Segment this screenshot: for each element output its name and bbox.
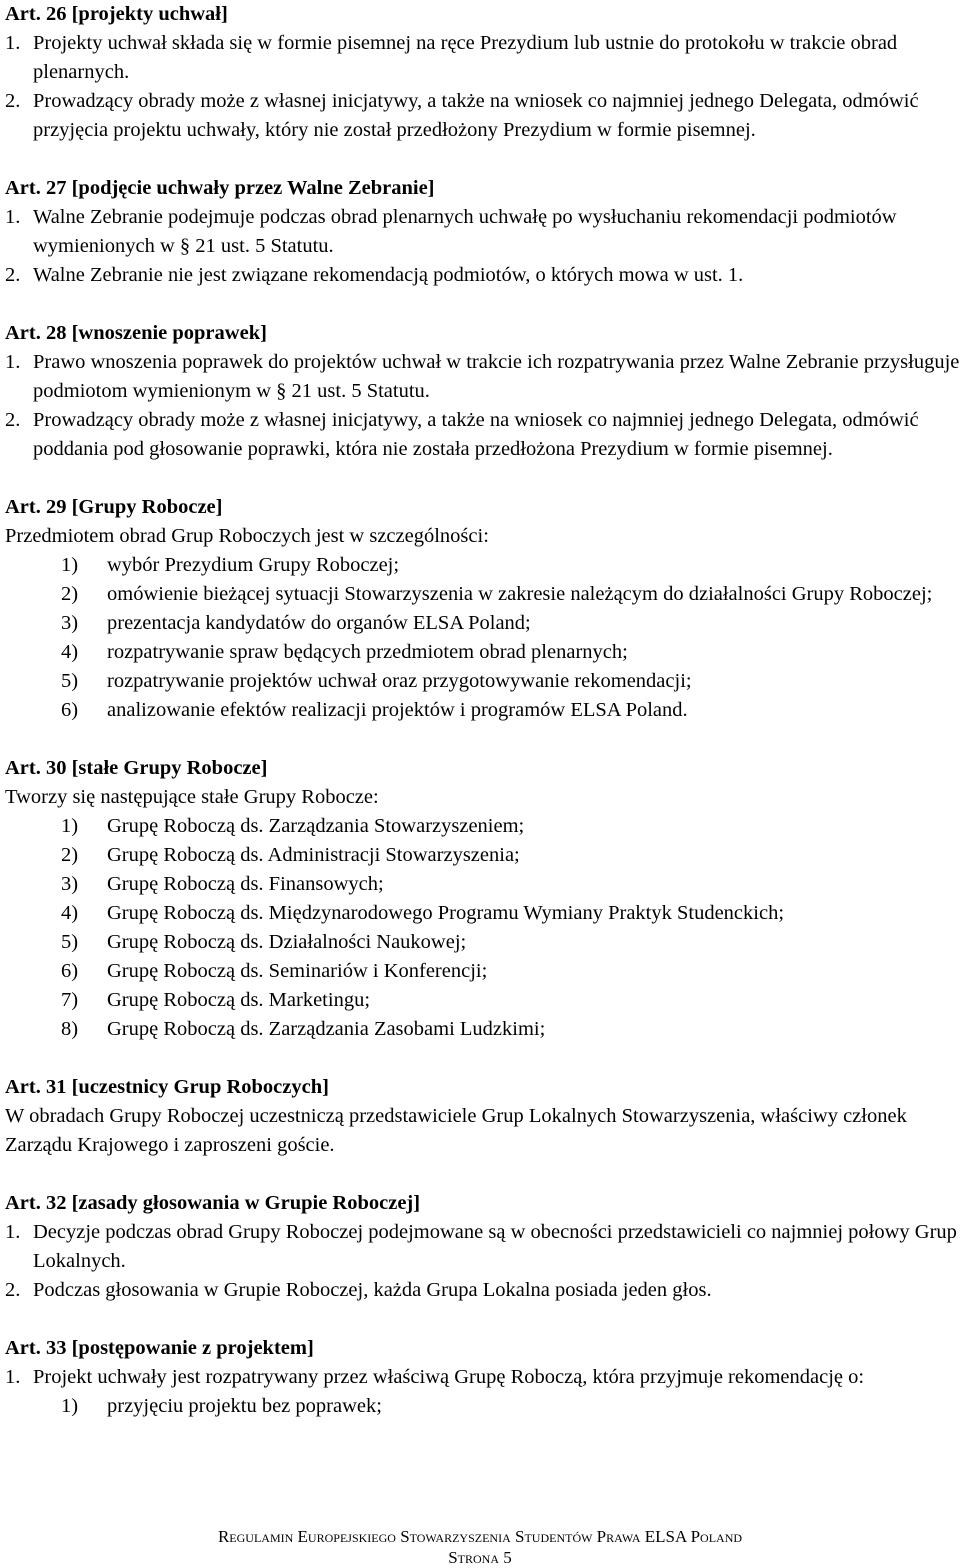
list-item bbox=[5, 551, 960, 580]
footer-page-number: Strona 5 bbox=[448, 1548, 512, 1567]
article-section bbox=[5, 754, 960, 1044]
list-item bbox=[5, 1392, 960, 1421]
article-heading: Art. 32 [zasady głosowania w Grupie Roboczej] bbox=[5, 1192, 421, 1214]
article-heading: Art. 30 [stałe Grupy Robocze] bbox=[5, 757, 268, 779]
article-paragraph bbox=[5, 1363, 960, 1392]
article-section bbox=[5, 174, 960, 290]
article-intro: Przedmiotem obrad Grup Roboczych jest w szczególności: bbox=[5, 525, 489, 547]
list-item-number: 2) bbox=[61, 844, 79, 866]
article-paragraph bbox=[5, 1276, 960, 1305]
article-section bbox=[5, 493, 960, 725]
paragraph-text: Prowadzący obrady może z własnej inicjatywy, a także na wniosek co najmniej jednego Delegata, odmówić przyjęcia projektu uchwały, który nie został przedłożony Prezydium w formie pisemnej. bbox=[33, 90, 919, 141]
paragraph-text: Projekt uchwały jest rozpatrywany przez właściwą Grupę Roboczą, która przyjmuje rekomendację o: bbox=[33, 1366, 865, 1388]
list-item-text: Grupę Roboczą ds. Działalności Naukowej; bbox=[107, 931, 467, 953]
article-section bbox=[5, 1189, 960, 1305]
paragraph-text: Walne Zebranie podejmuje podczas obrad plenarnych uchwałę po wysłuchaniu rekomendacji podmiotów wymienionych w § 21 ust. 5 Statutu. bbox=[33, 206, 897, 257]
footer-title: Regulamin Europejskiego Stowarzyszenia Studentów Prawa ELSA Poland bbox=[217, 1527, 743, 1546]
list-item-number: 3) bbox=[61, 873, 79, 895]
paragraph-text: Prawo wnoszenia poprawek do projektów uchwał w trakcie ich rozpatrywania przez Walne Zebranie przysługuje podmiotom wymienionym w § 21 ust. 5 Statutu. bbox=[33, 351, 960, 402]
paragraph-text: Podczas głosowania w Grupie Roboczej, każda Grupa Lokalna posiada jeden głos. bbox=[33, 1279, 712, 1301]
list-item-number: 8) bbox=[61, 1018, 79, 1040]
paragraph-number: 1. bbox=[5, 1366, 21, 1388]
list-item-number: 1) bbox=[61, 554, 79, 576]
list-item-number: 7) bbox=[61, 989, 79, 1011]
list-item-text: omówienie bieżącej sytuacji Stowarzyszenia w zakresie należącym do działalności Grupy Roboczej; bbox=[107, 583, 933, 605]
list-item-number: 6) bbox=[61, 960, 79, 982]
list-item bbox=[5, 667, 960, 696]
article-paragraph bbox=[5, 1218, 960, 1276]
paragraph-text: Projekty uchwał składa się w formie pisemnej na ręce Prezydium lub ustnie do protokołu w trakcie obrad plenarnych. bbox=[33, 32, 898, 83]
article-paragraph bbox=[5, 29, 960, 87]
list-item-number: 4) bbox=[61, 641, 79, 663]
list-item-text: analizowanie efektów realizacji projektów i programów ELSA Poland. bbox=[107, 699, 688, 721]
list-item bbox=[5, 1015, 960, 1044]
article-paragraph bbox=[5, 87, 960, 145]
paragraph-text: Prowadzący obrady może z własnej inicjatywy, a także na wniosek co najmniej jednego Delegata, odmówić poddania pod głosowanie poprawki, która nie została przedłożona Prezydium w formie pisemnej. bbox=[33, 409, 919, 460]
list-item bbox=[5, 841, 960, 870]
article-paragraph bbox=[5, 261, 960, 290]
list-item-text: Grupę Roboczą ds. Administracji Stowarzyszenia; bbox=[107, 844, 520, 866]
list-item-number: 3) bbox=[61, 612, 79, 634]
list-item-text: wybór Prezydium Grupy Roboczej; bbox=[107, 554, 400, 576]
article-paragraph bbox=[5, 348, 960, 406]
list-item-text: prezentacja kandydatów do organów ELSA Poland; bbox=[107, 612, 531, 634]
list-item-text: Grupę Roboczą ds. Międzynarodowego Programu Wymiany Praktyk Studenckich; bbox=[107, 902, 785, 924]
paragraph-text: Walne Zebranie nie jest związane rekomendacją podmiotów, o których mowa w ust. 1. bbox=[33, 264, 744, 286]
list-item-number: 1) bbox=[61, 815, 79, 837]
list-item bbox=[5, 957, 960, 986]
list-item bbox=[5, 928, 960, 957]
list-item-text: Grupę Roboczą ds. Finansowych; bbox=[107, 873, 384, 895]
list-item bbox=[5, 609, 960, 638]
list-item-text: rozpatrywanie projektów uchwał oraz przygotowywanie rekomendacji; bbox=[107, 670, 692, 692]
article-heading: Art. 29 [Grupy Robocze] bbox=[5, 496, 223, 518]
paragraph-text: Decyzje podczas obrad Grupy Roboczej podejmowane są w obecności przedstawicieli co najmniej połowy Grup Lokalnych. bbox=[33, 1221, 957, 1272]
document-page bbox=[5, 0, 960, 1421]
list-item-number: 5) bbox=[61, 670, 79, 692]
paragraph-number: 1. bbox=[5, 1221, 21, 1243]
article-heading: Art. 33 [postępowanie z projektem] bbox=[5, 1337, 314, 1359]
list-item-number: 1) bbox=[61, 1395, 79, 1417]
list-item-text: Grupę Roboczą ds. Zarządzania Zasobami Ludzkimi; bbox=[107, 1018, 546, 1040]
paragraph-number: 2. bbox=[5, 409, 21, 431]
list-item bbox=[5, 899, 960, 928]
paragraph-number: 2. bbox=[5, 1279, 21, 1301]
paragraph-number: 2. bbox=[5, 264, 21, 286]
article-paragraph bbox=[5, 406, 960, 464]
list-item bbox=[5, 696, 960, 725]
article-section bbox=[5, 319, 960, 464]
article-heading: Art. 28 [wnoszenie poprawek] bbox=[5, 322, 267, 344]
list-item-text: Grupę Roboczą ds. Zarządzania Stowarzyszeniem; bbox=[107, 815, 525, 837]
article-heading: Art. 27 [podjęcie uchwały przez Walne Zebranie] bbox=[5, 177, 435, 199]
list-item-number: 2) bbox=[61, 583, 79, 605]
paragraph-number: 2. bbox=[5, 90, 21, 112]
paragraph-number: 1. bbox=[5, 351, 21, 373]
list-item bbox=[5, 812, 960, 841]
list-item bbox=[5, 870, 960, 899]
article-intro: W obradach Grupy Roboczej uczestniczą przedstawiciele Grup Lokalnych Stowarzyszenia, właściwy członek Zarządu Krajowego i zaproszeni goście. bbox=[5, 1105, 907, 1156]
article-heading: Art. 31 [uczestnicy Grup Roboczych] bbox=[5, 1076, 329, 1098]
article-intro: Tworzy się następujące stałe Grupy Robocze: bbox=[5, 786, 379, 808]
paragraph-number: 1. bbox=[5, 32, 21, 54]
list-item-text: rozpatrywanie spraw będących przedmiotem obrad plenarnych; bbox=[107, 641, 628, 663]
list-item-text: Grupę Roboczą ds. Marketingu; bbox=[107, 989, 371, 1011]
article-section bbox=[5, 0, 960, 145]
list-item-number: 5) bbox=[61, 931, 79, 953]
article-paragraph bbox=[5, 203, 960, 261]
article-heading: Art. 26 [projekty uchwał] bbox=[5, 3, 228, 25]
paragraph-number: 1. bbox=[5, 206, 21, 228]
list-item-number: 4) bbox=[61, 902, 79, 924]
list-item-text: przyjęciu projektu bez poprawek; bbox=[107, 1395, 382, 1417]
list-item bbox=[5, 986, 960, 1015]
article-section bbox=[5, 1073, 960, 1160]
list-item-text: Grupę Roboczą ds. Seminariów i Konferencji; bbox=[107, 960, 488, 982]
list-item-number: 6) bbox=[61, 699, 79, 721]
article-section bbox=[5, 1334, 960, 1421]
list-item bbox=[5, 580, 960, 609]
list-item bbox=[5, 638, 960, 667]
